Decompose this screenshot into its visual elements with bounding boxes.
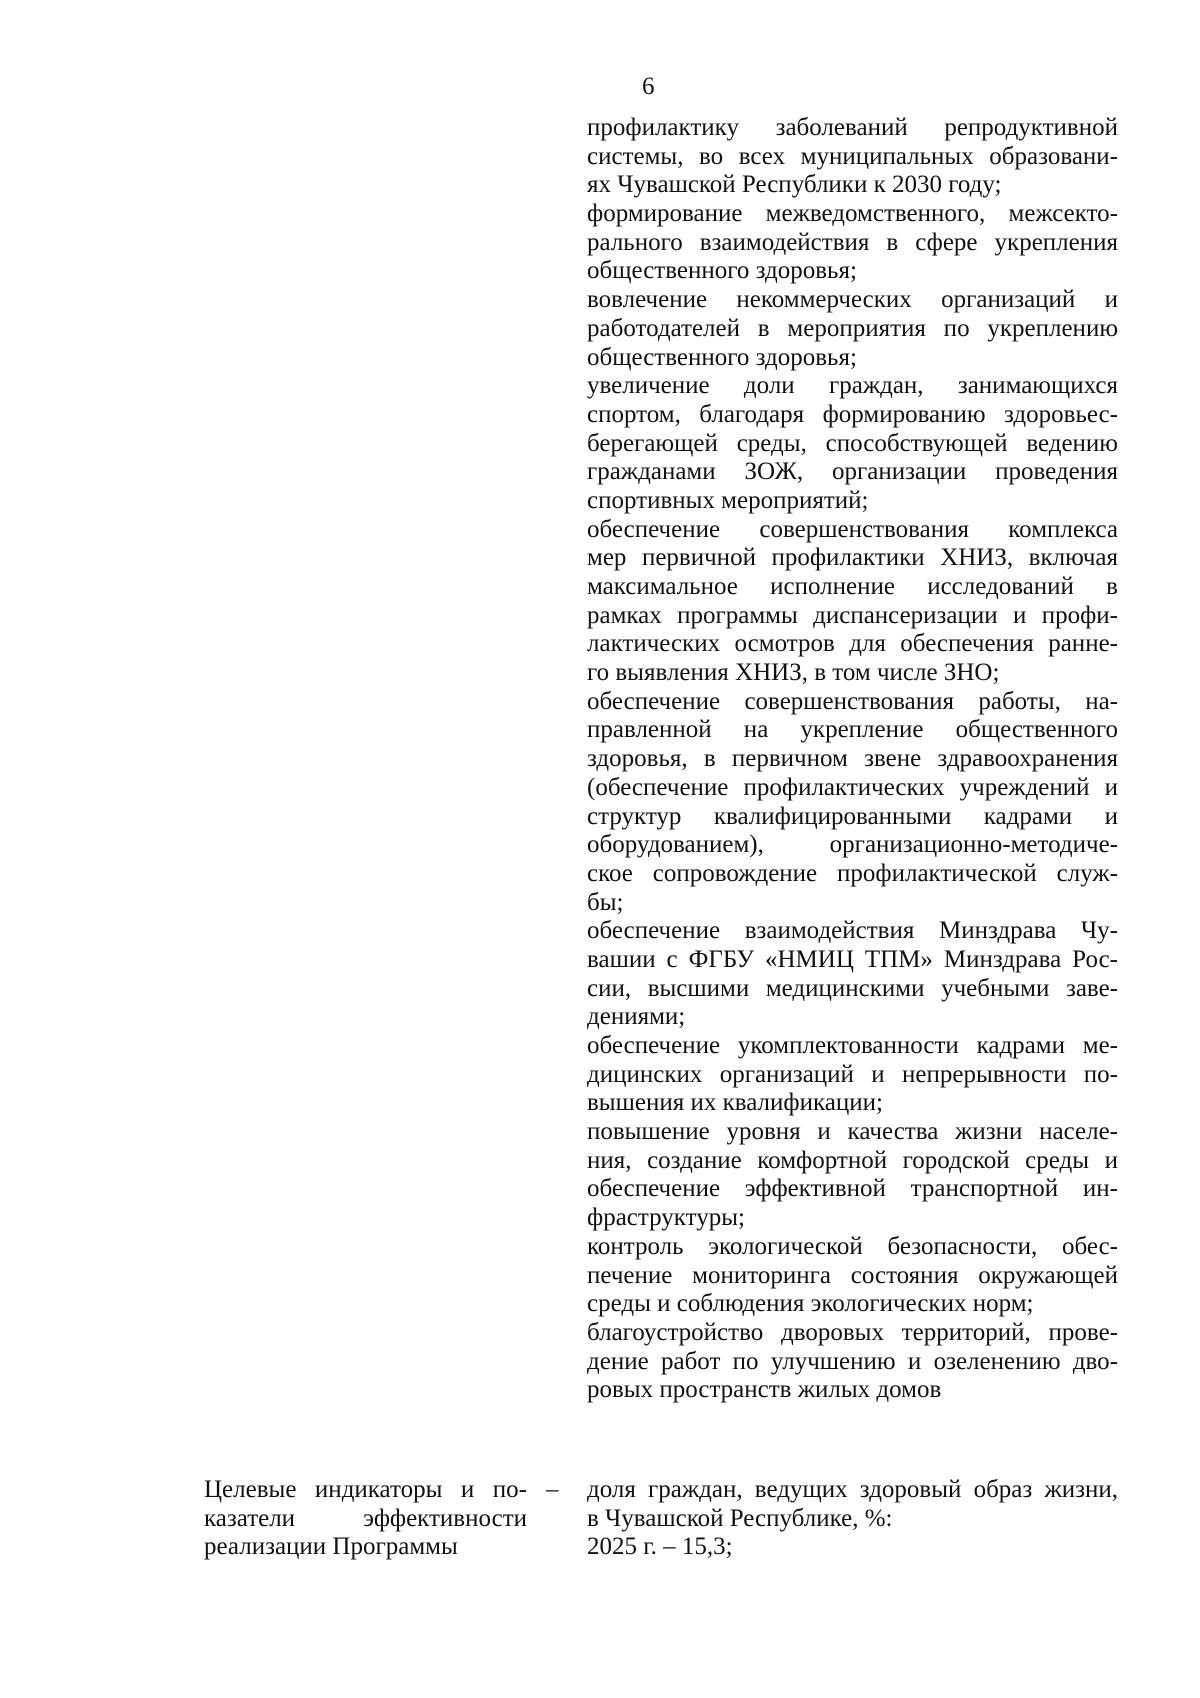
text-line: обеспечение укомплектованности кадрами ме- <box>587 1032 1118 1059</box>
indicators-value <box>587 1476 1118 1562</box>
text-line: дицинских организаций и непрерывности по- <box>587 1060 1118 1088</box>
text-line: рамках программы диспансеризации и профи- <box>587 601 1118 629</box>
text-line: контроль экологической безопасности, обес- <box>587 1232 1118 1260</box>
text-line: гражданами ЗОЖ, организации проведения <box>587 458 1118 486</box>
text-line: системы, во всех муниципальных образовани- <box>587 142 1118 170</box>
text-line: (обеспечение профилактических учреждений и <box>587 773 1118 801</box>
text-line: ния, создание комфортной городской среды и <box>587 1146 1118 1174</box>
text-line: оборудованием), организационно-методиче- <box>587 831 1118 859</box>
text-line: благоустройство дворовых территорий, прове- <box>587 1318 1118 1346</box>
text-line: ровых пространств жилых домов <box>587 1376 942 1404</box>
text-line: среды и соблюдения экологических норм; <box>587 1290 1034 1318</box>
program-tasks-text <box>587 114 1118 1405</box>
separator-dash: – <box>546 1476 559 1503</box>
text-line: вашии с ФГБУ «НМИЦ ТПМ» Минздрава Рос- <box>587 945 1118 973</box>
text-line: рального взаимодействия в сфере укрепления <box>587 228 1118 256</box>
text-line: вышения их квалификации; <box>587 1089 883 1117</box>
text-line: мер первичной профилактики ХНИЗ, включая <box>587 544 1118 572</box>
text-line: берегающей среды, способствующей ведению <box>587 429 1118 457</box>
text-line: спортивных мероприятий; <box>587 486 869 514</box>
text-line: общественного здоровья; <box>587 343 857 371</box>
text-line: максимальное исполнение исследований в <box>587 573 1118 600</box>
text-line: обеспечение эффективной транспортной ин- <box>587 1175 1118 1203</box>
label-line: Целевые индикаторы и по- <box>204 1476 527 1503</box>
text-line: здоровья, в первичном звене здравоохранения <box>587 745 1118 773</box>
text-line: повышение уровня и качества жизни населе- <box>587 1118 1118 1146</box>
value-line: в Чувашской Республике, %: <box>587 1504 893 1532</box>
text-line: работодателей в мероприятия по укреплению <box>587 314 1118 342</box>
label-line: реализации Программы <box>204 1533 458 1561</box>
text-line: ское сопровождение профилактической служ- <box>587 859 1118 887</box>
text-line: правленной на укрепление общественного <box>587 716 1118 744</box>
text-line: спортом, благодаря формированию здоровьес- <box>587 400 1118 428</box>
text-line: обеспечение совершенствования комплекса <box>587 515 1118 543</box>
indicators-label <box>204 1476 527 1562</box>
text-line: увеличение доли граждан, занимающихся <box>587 372 1118 400</box>
text-line: сии, высшими медицинскими учебными заве- <box>587 974 1118 1002</box>
text-line: дениями; <box>587 1003 686 1031</box>
text-line: дение работ по улучшению и озеленению дво- <box>587 1347 1118 1375</box>
text-line: обеспечение взаимодействия Минздрава Чу- <box>587 917 1118 945</box>
text-line: обеспечение совершенствования работы, на- <box>587 687 1118 715</box>
text-line: фраструктуры; <box>587 1204 745 1232</box>
value-line: доля граждан, ведущих здоровый образ жизни, <box>587 1476 1118 1503</box>
text-line: общественного здоровья; <box>587 257 857 285</box>
label-line: казатели эффективности <box>204 1504 527 1532</box>
value-line: 2025 г. – 15,3; <box>587 1533 733 1561</box>
text-line: печение мониторинга состояния окружающей <box>587 1261 1118 1289</box>
text-line: вовлечение некоммерческих организаций и <box>587 286 1118 314</box>
text-line: го выявления ХНИЗ, в том числе ЗНО; <box>587 659 1000 687</box>
text-line: бы; <box>587 888 624 916</box>
text-line: профилактику заболеваний репродуктивной <box>587 114 1118 141</box>
page-number: 6 <box>642 73 655 100</box>
text-line: ях Чувашской Республики к 2030 году; <box>587 171 1002 199</box>
text-line: структур квалифицированными кадрами и <box>587 802 1118 830</box>
text-line: лактических осмотров для обеспечения ранне- <box>587 630 1118 658</box>
text-line: формирование межведомственного, межсекто- <box>587 200 1118 228</box>
